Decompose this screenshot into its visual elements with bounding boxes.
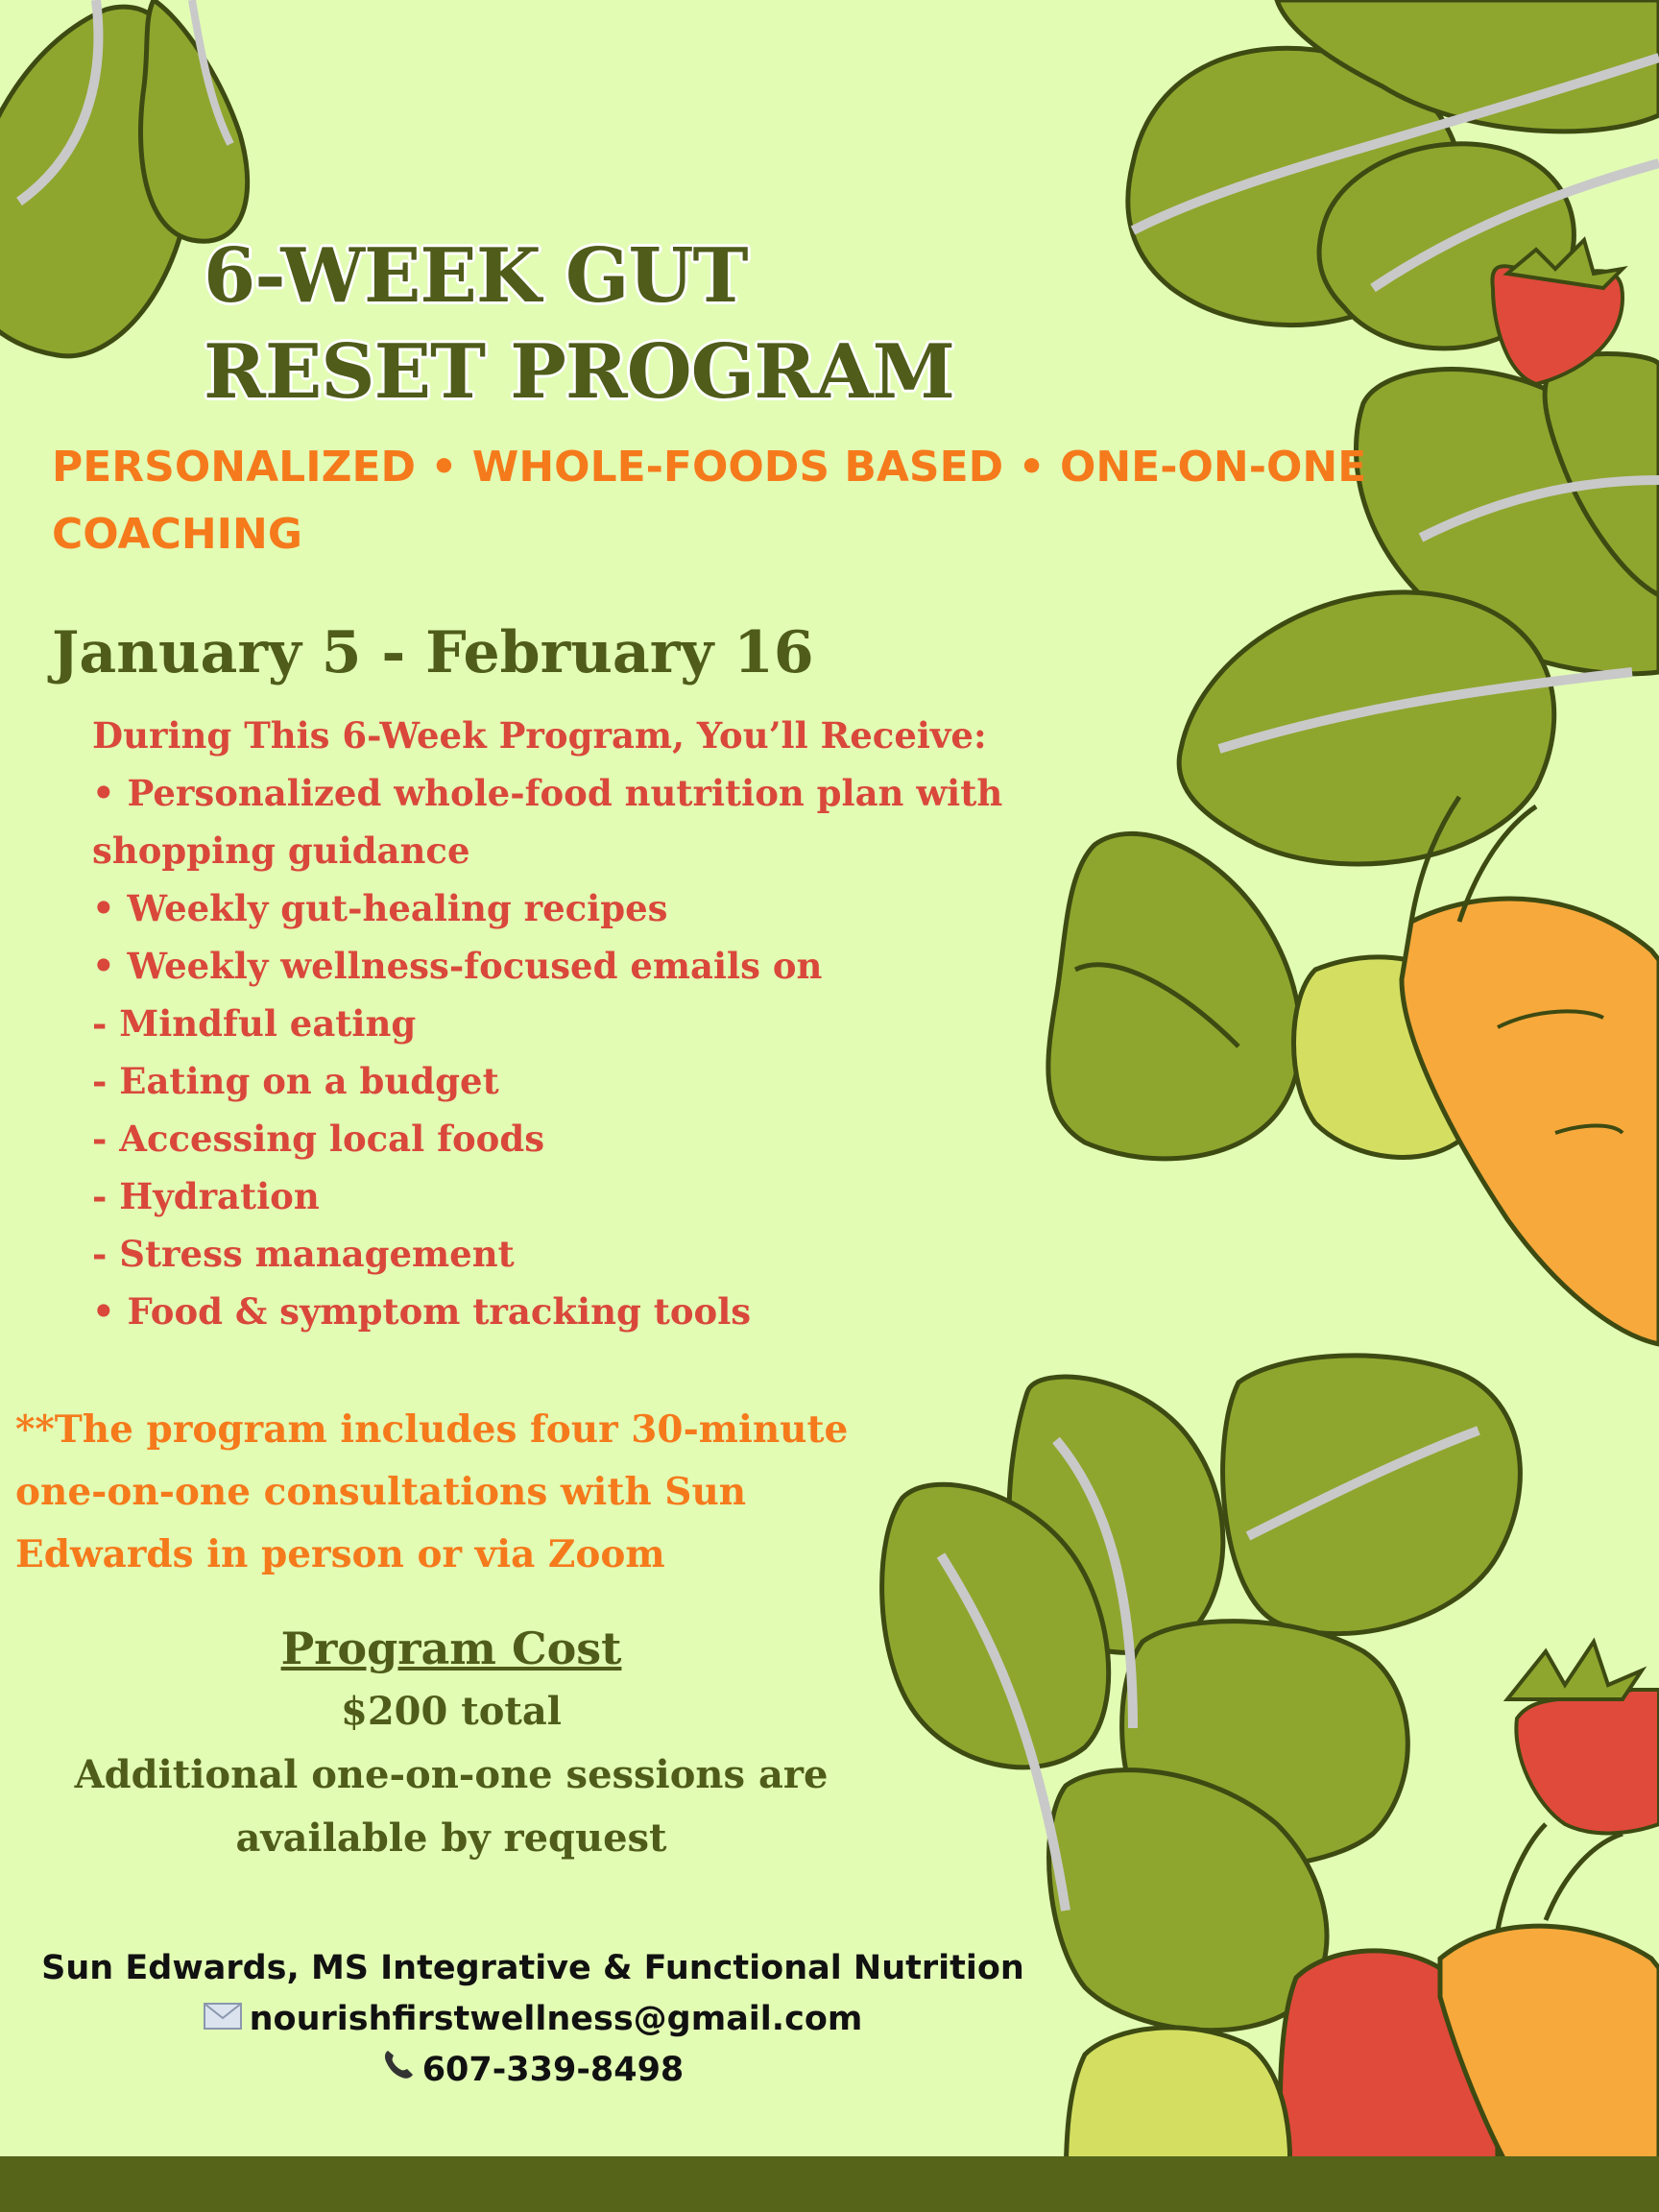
- cost-extra-sessions: Additional one-on-one sessions are available by request: [74, 1752, 829, 1861]
- ground-band: [0, 2156, 1659, 2212]
- program-dates: January 5 - February 16: [52, 619, 814, 686]
- title-line-2: RESET PROGRAM: [204, 328, 954, 416]
- title-line-1: 6-WEEK GUT: [204, 232, 748, 320]
- benefit-item: • Weekly gut-healing recipes: [92, 887, 668, 929]
- benefit-item: • Food & symptom tracking tools: [92, 1290, 752, 1333]
- bottom-right-leaves: [882, 1356, 1521, 2031]
- program-cost-section: [0, 1617, 902, 1870]
- cost-value: $200 total: [341, 1689, 562, 1734]
- envelope-icon: [204, 1994, 242, 2045]
- contact-name: Sun Edwards, MS Integrative & Functional Nutrition: [41, 1949, 1024, 1987]
- contact-email-link[interactable]: nourishfirstwellness@gmail.com: [249, 2000, 863, 2038]
- benefit-item: • Personalized whole-food nutrition plan with shopping guidance: [92, 772, 1003, 872]
- top-right-leaves: [1128, 0, 1659, 864]
- benefit-subitem: - Hydration: [92, 1175, 320, 1217]
- telephone-icon: [382, 2045, 415, 2096]
- consultation-note: **The program includes four 30-minute one-on-one consultations with Sun Edwards in person or via Zoom: [15, 1407, 849, 1576]
- contact-phone-row: [29, 2045, 1037, 2096]
- benefit-subitem: - Accessing local foods: [92, 1118, 545, 1160]
- carrot-middle: [1294, 797, 1659, 1344]
- benefit-item: • Weekly wellness-focused emails on: [92, 945, 823, 987]
- benefits-intro: During This 6-Week Program, You’ll Receive:: [92, 714, 987, 757]
- strawberry-bottom: [1507, 1642, 1659, 1833]
- contact-email-row: [29, 1994, 1037, 2045]
- contact-phone-link[interactable]: 607-339-8498: [421, 2051, 685, 2089]
- contact-block: [29, 1943, 1037, 2096]
- program-title: [204, 228, 954, 421]
- benefits-list: [92, 764, 1167, 1340]
- benefit-subitem: - Mindful eating: [92, 1002, 417, 1045]
- benefit-subitem: - Stress management: [92, 1233, 515, 1275]
- program-tagline: PERSONALIZED • WHOLE-FOODS BASED • ONE-ON-ONE COACHING: [52, 443, 1367, 559]
- benefits-section: [92, 707, 1167, 1340]
- cost-heading: Program Cost: [280, 1623, 622, 1674]
- benefit-subitem: - Eating on a budget: [92, 1060, 499, 1102]
